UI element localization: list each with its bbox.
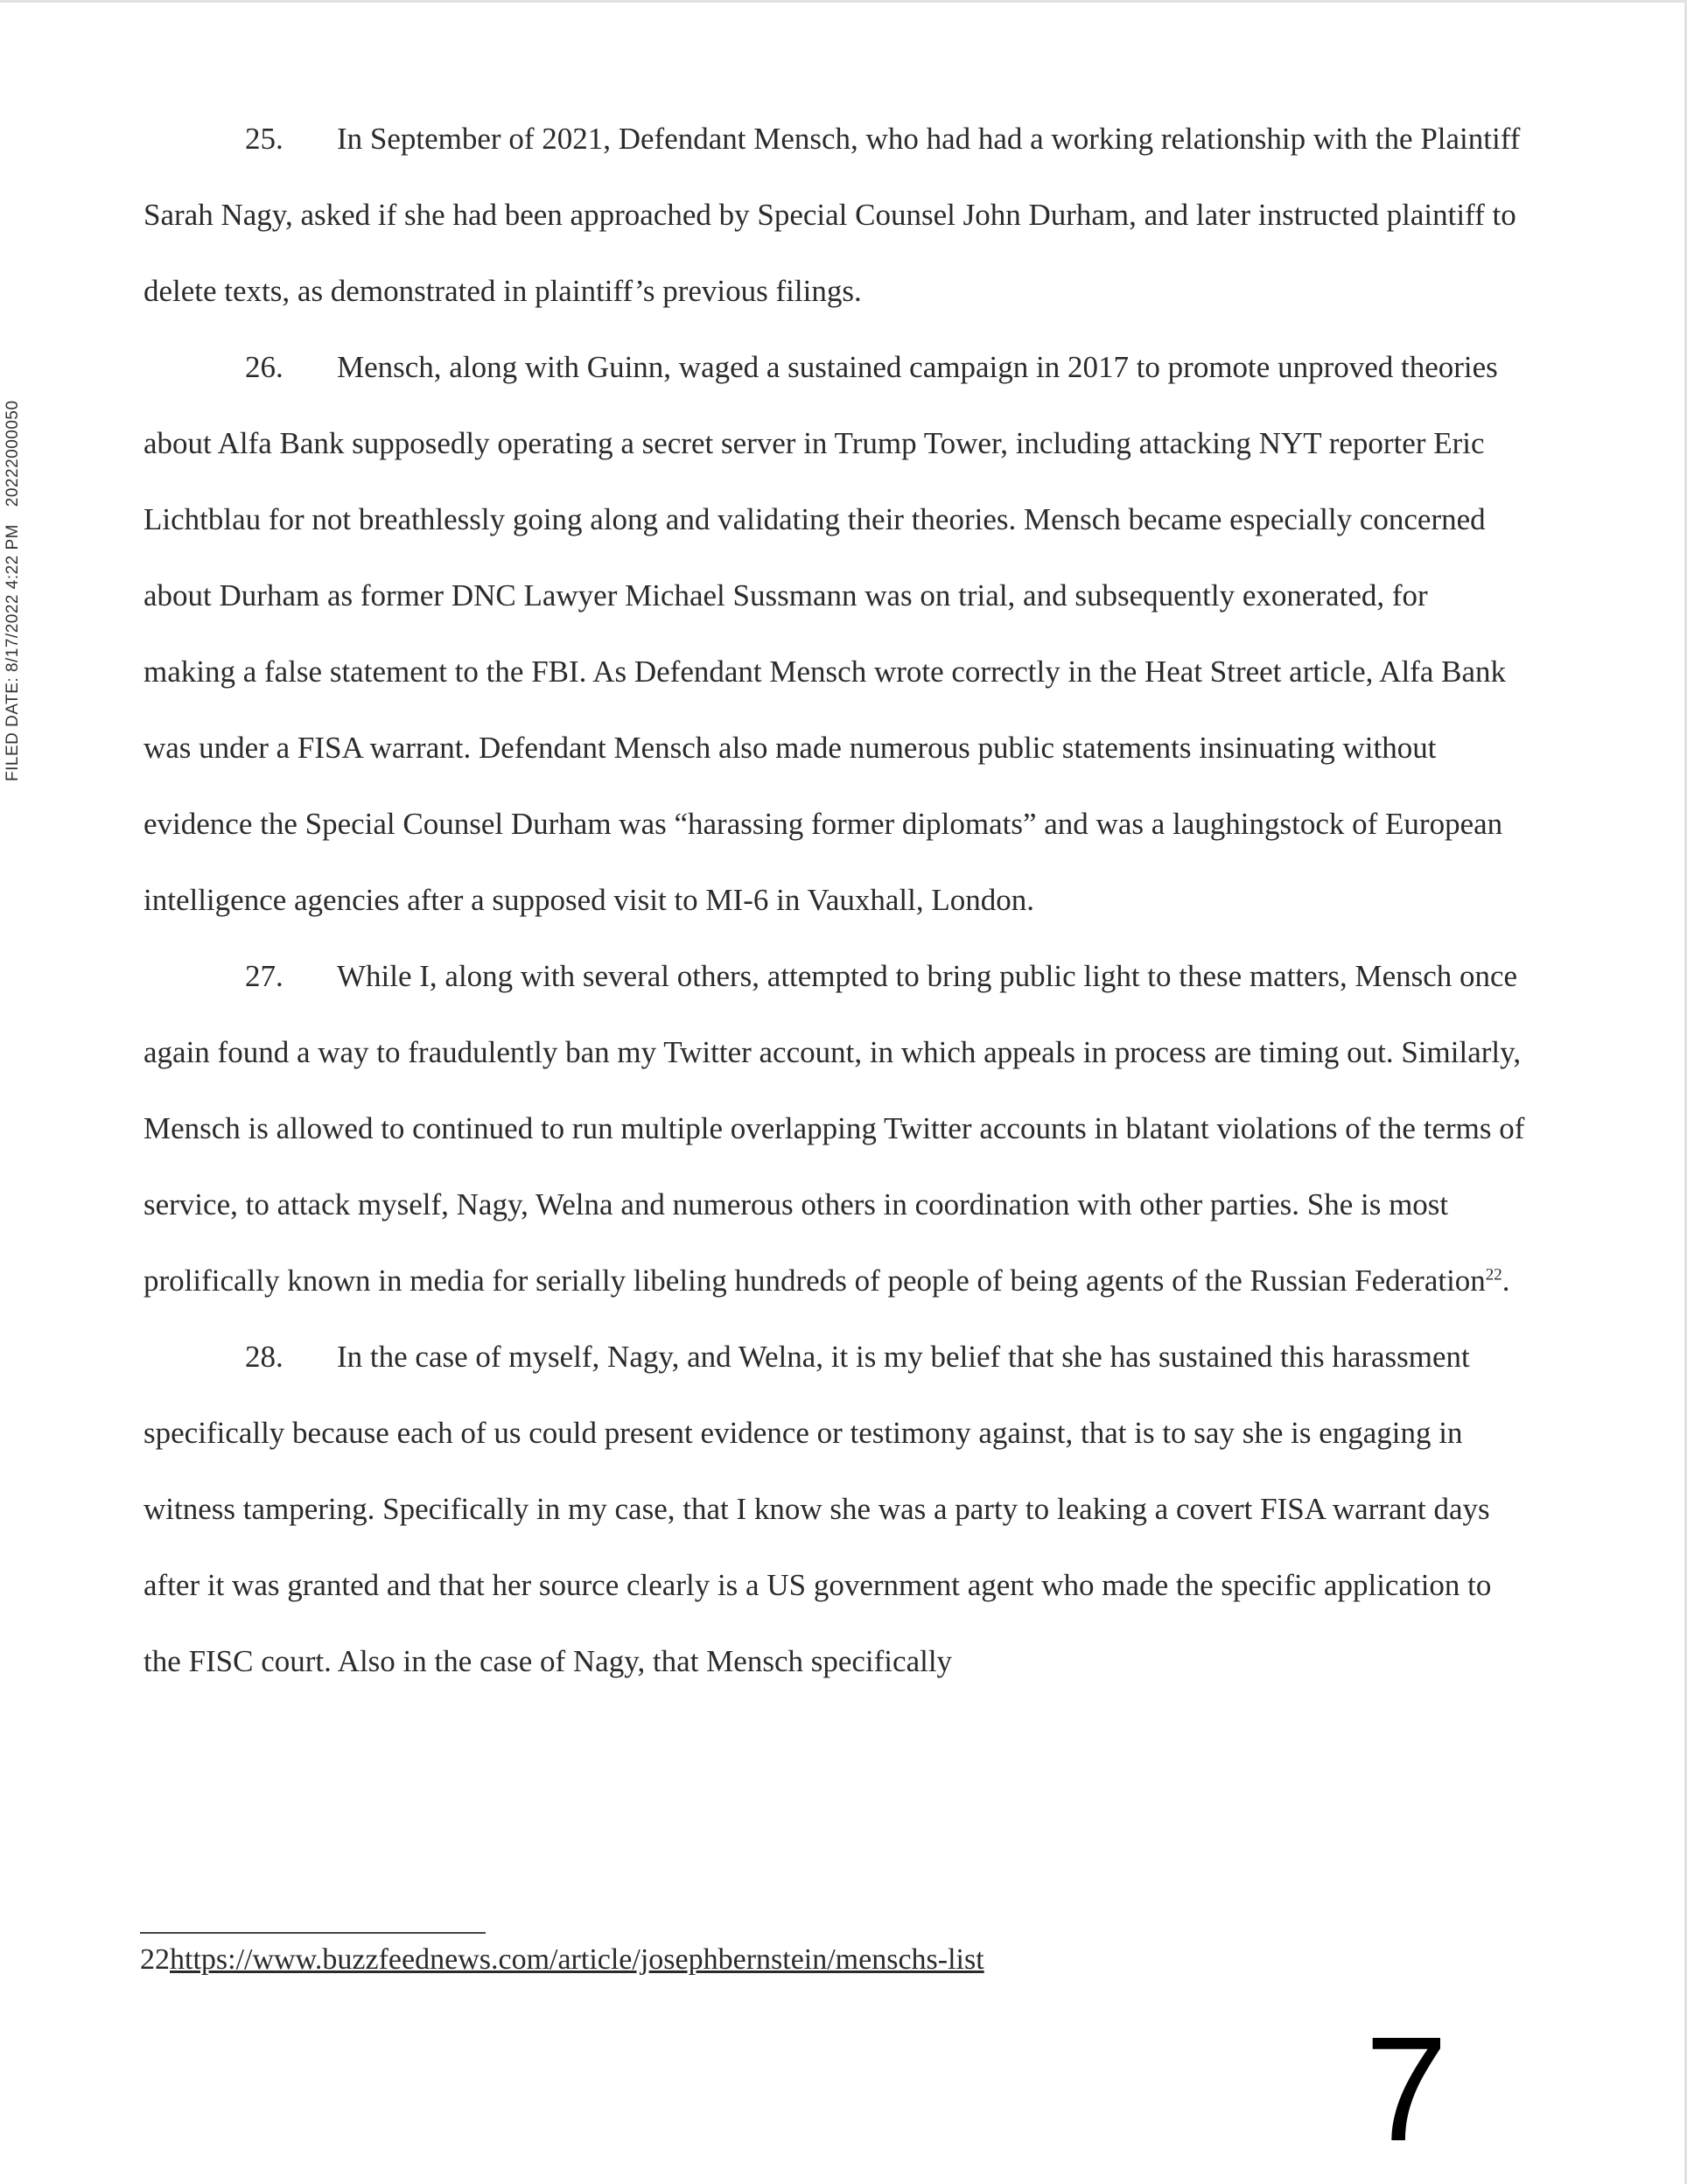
paragraph-number: 26. [245,350,284,384]
footnote-reference[interactable]: 22 [1485,1265,1502,1284]
paragraph-27 [144,938,1526,1319]
document-body [144,101,1526,1699]
paragraph-26 [144,329,1526,938]
paragraph-end-punctuation: . [1502,1264,1510,1298]
footnote-number: 22 [140,1943,170,1976]
paragraph-28 [144,1319,1526,1699]
paragraph-text: Mensch, along with Guinn, waged a sustained campaign in 2017 to promote unproved theories about Alfa Bank supposedly operating a secret server in Trump Tower, including attacking NYT reporter Eric Lichtblau for not breathlessly going along and validating their theories. Mensch became especially concerned about Durham as former DNC Lawyer Michael Sussmann was on trial, and subsequently exonerated, for making a false statement to the FBI. As Defendant Mensch wrote correctly in the Heat Street article, Alfa Bank was under a FISA warrant. Defendant Mensch also made numerous public statements insinuating without evidence the Special Counsel Durham was “harassing former diplomats” and was a laughingstock of European intelligence agencies after a supposed visit to MI-6 in Vauxhall, London. [144,350,1507,917]
footnote-divider [140,1932,486,1934]
filed-date-stamp [4,291,23,781]
footnote-link[interactable]: https://www.buzzfeednews.com/article/josephbernstein/menschs-list [170,1943,984,1976]
filed-date-text: FILED DATE: 8/17/2022 4:22 PM [4,523,22,781]
paragraph-text: In the case of myself, Nagy, and Welna, it is my belief that she has sustained this harassment specifically because each of us could present evidence or testimony against, that is to say she is engaging in witness tampering. Specifically in my case, that I know she was a party to leaking a covert FISA warrant days after it was granted and that her source clearly is a US government agent who made the specific application to the FISC court. Also in the case of Nagy, that Mensch specifically [144,1340,1492,1678]
page-number: 7 [1365,2006,1448,2173]
paragraph-25 [144,101,1526,329]
filing-number: 20222000050 [4,400,22,508]
footnote [140,1943,984,1977]
paragraph-text: While I, along with several others, attempted to bring public light to these matters, Mensch once again found a way to fraudulently ban my Twitter account, in which appeals in process are timing out. Similarly, Mensch is allowed to continued to run multiple overlapping Twitter accounts in blatant violations of the terms of service, to attack myself, Nagy, Welna and numerous others in coordination with other parties. She is most prolifically known in media for serially libeling hundreds of people of being agents of the Russian Federation [144,959,1525,1298]
paragraph-number: 27. [245,959,284,993]
paragraph-text: In September of 2021, Defendant Mensch, who had had a working relationship with the Plaintiff Sarah Nagy, asked if she had been approached by Special Counsel John Durham, and later instructed plaintiff to delete texts, as demonstrated in plaintiff’s previous filings. [144,122,1521,308]
paragraph-number: 28. [245,1340,284,1374]
paragraph-number: 25. [245,122,284,156]
